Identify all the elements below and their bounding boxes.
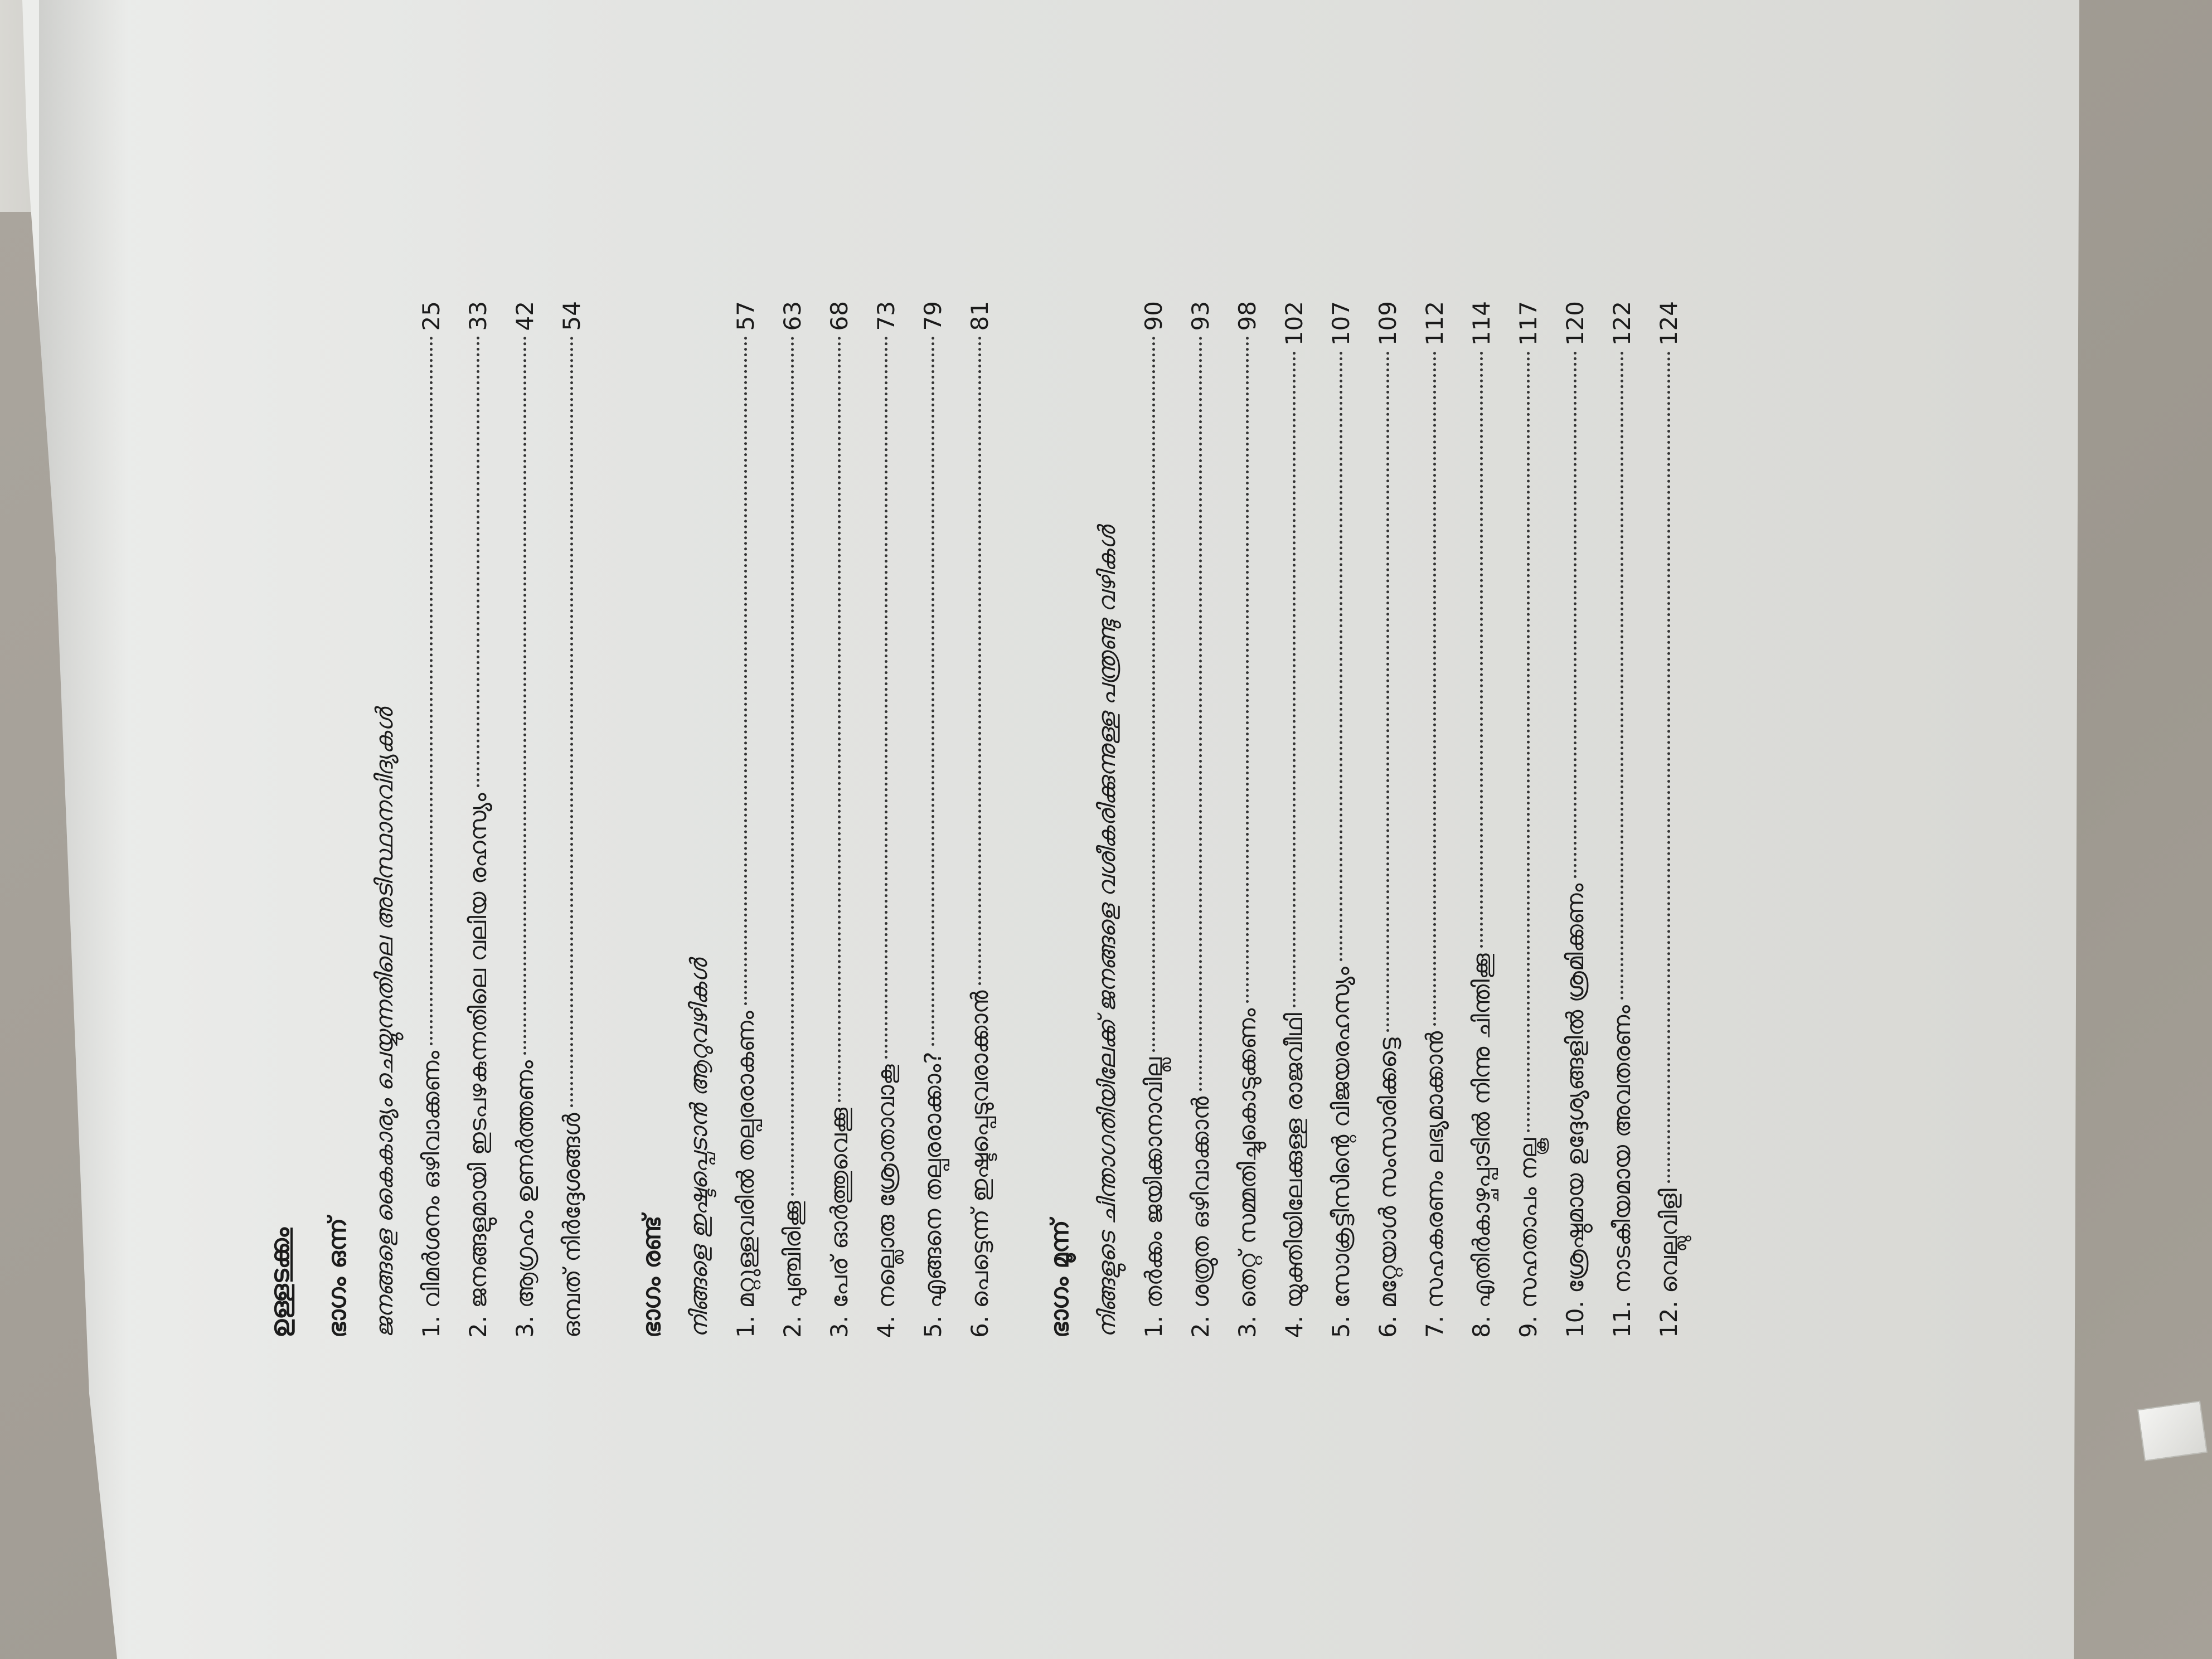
toc-entry xyxy=(1131,301,1177,1338)
toc-entry xyxy=(1599,301,1646,1338)
toc-entry-page: 98 xyxy=(1234,301,1261,331)
toc-entry-title: 1. മറ്റുള്ളവരിൽ തല്പരരാകണം xyxy=(732,1011,759,1338)
toc-entry-page: 114 xyxy=(1468,301,1495,346)
part-label: ഭാഗം ഒന്ന് xyxy=(323,1217,352,1338)
dot-leader xyxy=(838,336,841,1102)
toc-entry-page: 25 xyxy=(418,301,445,331)
toc-entry-page: 93 xyxy=(1187,301,1214,331)
toc-entry xyxy=(957,301,1003,1338)
dot-leader xyxy=(885,336,887,1059)
toc-entry xyxy=(1177,301,1224,1338)
toc-entry-title: 6. പെട്ടെന്ന് ഇഷ്ടപ്പെടുവരാക്കാൻ xyxy=(966,990,993,1338)
section-gap xyxy=(1003,290,1026,1338)
toc-entry-title: 5. സോക്രട്ടീസിന്റെ വിജയരഹസ്യം xyxy=(1327,967,1355,1338)
toc-entry xyxy=(455,301,502,1338)
toc-entry xyxy=(769,301,816,1338)
toc-entry-page: 120 xyxy=(1561,301,1589,346)
toc-entry xyxy=(1552,301,1599,1338)
toc-entry-page: 122 xyxy=(1608,301,1636,346)
toc-entry xyxy=(863,301,910,1338)
toc-entry-title: 7. സഹകരണം ലഭ്യമാക്കാൻ xyxy=(1421,1031,1448,1338)
dot-leader xyxy=(1152,336,1155,1051)
toc-entry xyxy=(816,301,863,1338)
part-intro: നിങ്ങളെ ഇഷ്ടപ്പെടാൻ ആറുവഴികൾ xyxy=(685,959,712,1338)
toc-entry-page: 42 xyxy=(511,301,539,331)
toc-entry-title: 10. ശ്രേഷ്ഠമായ ഉദ്ദേശ്യങ്ങളിൽ ശ്രമിക്കണം xyxy=(1561,883,1589,1338)
toc-entry-title: 3. ആഗ്രഹം ഉണർത്തണം xyxy=(511,1060,539,1338)
page-corner-tab-icon xyxy=(2137,1401,2208,1462)
toc-entry-page: 81 xyxy=(966,301,993,331)
toc-entry xyxy=(1505,301,1552,1338)
toc-entry-page: 107 xyxy=(1327,301,1355,346)
toc-entry xyxy=(1365,301,1411,1338)
dot-leader xyxy=(1667,351,1670,1183)
rotated-toc-block xyxy=(256,245,1762,1360)
toc-entry-page: 112 xyxy=(1421,301,1448,346)
dot-leader xyxy=(1386,351,1389,1032)
toc-entry-title: 3. പേര് ഓർത്തുവെക്കൂ xyxy=(826,1107,853,1338)
toc-entry-title: 4. യുക്തിയിലേക്കുള്ള രാജവീഥി xyxy=(1280,1012,1308,1338)
dot-leader xyxy=(744,336,747,1005)
part-intro: നിങ്ങളുടെ ചിന്താഗതിയിലേക്ക് ജനങ്ങളെ വശീകരിക്കുന്നുള്ള പന്ത്രണ്ടു വഴികൾ xyxy=(1093,526,1120,1338)
toc-entry-title: 6. മറ്റേയാൾ സംസാരിക്കട്ടെ xyxy=(1374,1037,1401,1338)
dot-leader xyxy=(1527,351,1530,1132)
dot-leader xyxy=(1480,351,1483,948)
toc-entry xyxy=(1224,301,1271,1338)
toc-entry-page: 109 xyxy=(1374,301,1401,346)
toc-entry-title: 3. തെറ്റ് സമ്മതിച്ചുകൊടുക്കണം xyxy=(1234,1008,1261,1338)
toc-entry-title: 2. ജനങ്ങളുമായി ഇടപഴകുന്നതിലെ വലിയ രഹസ്യം xyxy=(464,793,492,1338)
toc-entry-title: 5. എങ്ങനെ തല്പരരാക്കാം? xyxy=(919,1051,947,1338)
part-intro: ജനങ്ങളെ കൈകാര്യം ചെയ്യുന്നതിലെ അടിസ്ഥാനവിദ്യകൾ xyxy=(371,708,398,1338)
dot-leader xyxy=(523,336,526,1055)
toc-entry xyxy=(1411,301,1458,1338)
toc-entry-page: 90 xyxy=(1140,301,1167,331)
toc-entry-page: 102 xyxy=(1280,301,1308,346)
toc-entry-title: 1. തർക്കം ജയിക്കാനാവില്ല xyxy=(1140,1057,1167,1338)
toc-entry-title: 9. സഹതാപം നല്കൂ xyxy=(1515,1138,1542,1338)
dot-leader xyxy=(978,336,981,984)
toc-entry-title: 2. ശത്രുത ഒഴിവാക്കാൻ xyxy=(1187,1096,1214,1338)
toc-entry-title: 11. നാടകീയമായ അവതരണം xyxy=(1608,1005,1636,1338)
toc-heading: ഉള്ളടക്കം xyxy=(265,1228,295,1338)
toc-entry-page: 54 xyxy=(558,301,585,331)
table-of-contents xyxy=(256,290,1692,1360)
toc-entry xyxy=(722,301,769,1338)
toc-entry xyxy=(1318,301,1365,1338)
toc-entry-page: 63 xyxy=(779,301,806,331)
section-gap xyxy=(595,290,618,1338)
toc-entry-page: 57 xyxy=(732,301,759,331)
dot-leader xyxy=(1246,336,1249,1002)
toc-entry-page: 33 xyxy=(464,301,492,331)
toc-entry-page: 73 xyxy=(872,301,900,331)
toc-entry-title: 8. എതിർകാഴ്ചപ്പാടിൽ നിന്നു ചിന്തിക്കൂ xyxy=(1468,953,1495,1338)
toc-entry xyxy=(1271,301,1318,1338)
dot-leader xyxy=(932,336,934,1046)
dot-leader xyxy=(430,336,433,1045)
toc-entry-title: 12. വെല്ലുവിളി xyxy=(1655,1188,1682,1338)
toc-entry xyxy=(502,301,549,1338)
dot-leader xyxy=(1433,351,1436,1026)
toc-entry-page: 68 xyxy=(826,301,853,331)
part-label: ഭാഗം മൂന്ന് xyxy=(1046,1220,1074,1338)
dot-leader xyxy=(477,336,479,787)
toc-entry-title: 4. നല്ലൊരു ശ്രോതാവാകൂ xyxy=(872,1064,900,1338)
dot-leader xyxy=(1199,336,1202,1090)
toc-entry xyxy=(910,301,957,1338)
dot-leader xyxy=(791,336,794,1195)
toc-entry-title: 1. വിമർശനം ഒഴിവാക്കണം xyxy=(418,1050,445,1338)
dot-leader xyxy=(1293,351,1296,1007)
toc-entry xyxy=(549,301,595,1338)
toc-entry xyxy=(408,301,455,1338)
toc-entry xyxy=(1458,301,1505,1338)
dot-leader xyxy=(1340,351,1342,961)
dot-leader xyxy=(570,336,573,1107)
toc-entry-title: 2. പുഞ്ചിരിക്കൂ xyxy=(779,1201,806,1338)
dot-leader xyxy=(1574,351,1576,878)
dot-leader xyxy=(1621,351,1623,1000)
toc-entry-page: 79 xyxy=(919,301,947,331)
part-label: ഭാഗം രണ്ട് xyxy=(638,1215,666,1338)
toc-entry-page: 124 xyxy=(1655,301,1682,346)
toc-entry-page: 117 xyxy=(1515,301,1542,346)
toc-entry xyxy=(1646,301,1692,1338)
toc-entry-title: ഒമ്പത് നിർദ്ദേശങ്ങൾ xyxy=(558,1113,585,1338)
